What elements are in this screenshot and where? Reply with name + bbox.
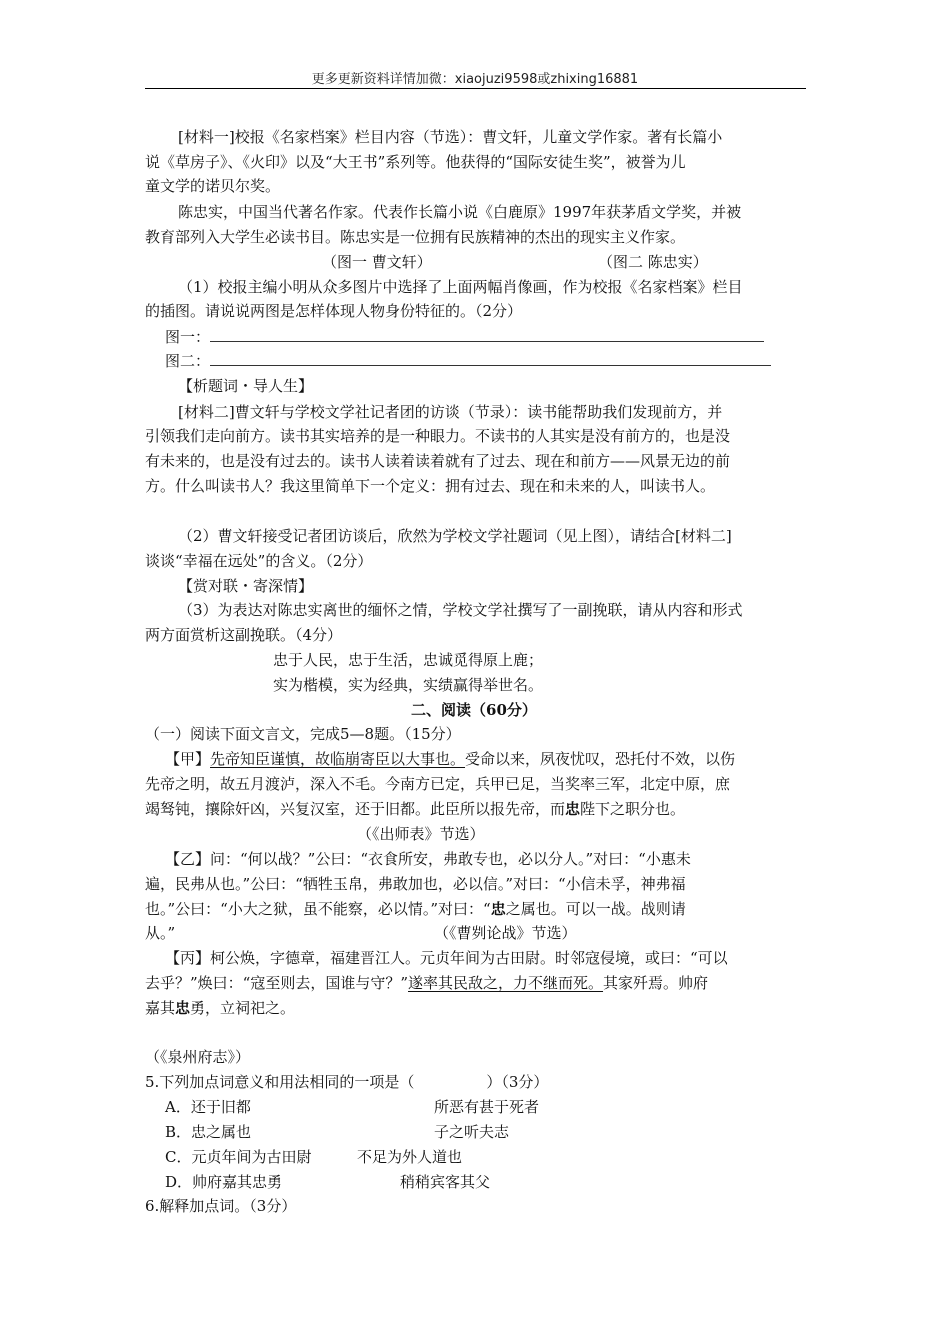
passage-bing-source: （《泉州府志》） xyxy=(145,1048,251,1066)
answer1-blank[interactable] xyxy=(210,327,764,342)
couplet-line-1: 忠于人民，忠于生活，忠诚觅得原上鹿； xyxy=(273,651,544,669)
passage-yi-line: 遍，民弗从也。”公曰：“牺牲玉帛，弗敢加也，必以信。”对曰：“小信未孚，神弗福 xyxy=(145,875,686,893)
question5-stem-text: 5.下列加点词意义和用法相同的一项是（ xyxy=(145,1073,415,1091)
answer2-label: 图二： xyxy=(165,352,211,370)
header-rule xyxy=(145,88,806,89)
option-a-right: 所恶有甚于死者 xyxy=(434,1098,540,1116)
section-heading-couplet: 【赏对联・寄深情】 xyxy=(178,577,314,595)
passage-jia-text: 陛下之职分也。 xyxy=(580,800,686,818)
question6-stem: 6.解释加点词。（3分） xyxy=(145,1197,297,1215)
option-row xyxy=(0,1145,950,1169)
material1-line: [材料一]校报《名家档案》栏目内容（节选）：曹文轩，儿童文学作家。著有长篇小 xyxy=(178,128,723,146)
passage-yi-source: （《曹刿论战》节选） xyxy=(434,924,577,942)
passage-bing-line: 【丙】柯公焕，字德章，福建晋江人。元贞年间为古田尉。时邻寇侵境，或曰：“可以 xyxy=(165,949,728,967)
option-b-right: 子之听夫志 xyxy=(434,1123,510,1141)
part2-intro: （一）阅读下面文言文，完成5—8题。（15分） xyxy=(145,725,461,743)
option-d-left: D．帅府嘉其忠勇 xyxy=(165,1173,283,1191)
answer2-blank[interactable] xyxy=(210,351,771,366)
passage-bing-text: 嘉其 xyxy=(145,999,176,1017)
question2-line: 谈谈“幸福在远处”的含义。（2分） xyxy=(145,552,373,570)
material1-line: 陈忠实，中国当代著名作家。代表作长篇小说《白鹿原》1997年获茅盾文学奖，并被 xyxy=(178,203,742,221)
passage-yi-line: 【乙】问：“何以战？”公曰：“衣食所安，弗敢专也，必以分人。”对曰：“小惠未 xyxy=(165,850,691,868)
option-c-right: 不足为外人道也 xyxy=(357,1148,463,1166)
option-row xyxy=(0,1170,950,1194)
passage-jia-line xyxy=(165,747,735,771)
question1-line: 的插图。请说说两图是怎样体现人物身份特征的。（2分） xyxy=(145,302,523,320)
question5-stem xyxy=(145,1070,548,1094)
material2-line: 有未来的，也是没有过去的。读书人读着读着就有了过去、现在和前方——风景无边的前 xyxy=(145,452,731,470)
question3-line: 两方面赏析这副挽联。（4分） xyxy=(145,626,343,644)
passage-jia-text: 竭驽钝，攘除奸凶，兴复汉室，还于旧都。此臣所以报先帝，而 xyxy=(145,800,566,818)
passage-bing-line xyxy=(145,971,708,995)
option-c-left: C．元贞年间为古田尉 xyxy=(165,1148,312,1166)
passage-jia-line: 先帝之明，故五月渡泸，深入不毛。今南方已定，兵甲已足，当奖率三军，北定中原，庶 xyxy=(145,775,731,793)
passage-bing-line xyxy=(145,996,295,1020)
material2-line: [材料二]曹文轩与学校文学社记者团的访谈（节录）：读书能帮助我们发现前方，并 xyxy=(178,403,723,421)
material2-line: 引领我们走向前方。读书其实培养的是一种眼力。不读书的人其实是没有前方的，也是没 xyxy=(145,427,731,445)
passage-bing-underlined: 遂率其民敌之，力不继而死。 xyxy=(408,974,604,992)
passage-yi-line: 从。” xyxy=(145,924,176,942)
dotted-word: 忠 xyxy=(175,999,191,1017)
option-row xyxy=(0,1095,950,1119)
option-b-left: B．忠之属也 xyxy=(165,1123,252,1141)
dotted-word: 忠 xyxy=(565,800,581,818)
passage-jia-text: 受命以来，夙夜忧叹，恐托付不效，以伤 xyxy=(465,750,736,768)
passage-yi-text: 之属也。可以一战。战则请 xyxy=(505,900,686,918)
option-a-left: A．还于旧都 xyxy=(165,1098,251,1116)
section-heading-inscription: 【析题词・导人生】 xyxy=(178,377,314,395)
page-header: 更多更新资料详情加微：xiaojuzi9598或zhixing16881 xyxy=(311,72,639,87)
question2-line: （2）曹文轩接受记者团访谈后，欣然为学校文学社题词（见上图），请结合[材料二] xyxy=(178,527,732,545)
question5-stem-score: ）（3分） xyxy=(486,1073,549,1091)
question3-line: （3）为表达对陈忠实离世的缅怀之情，学校文学社撰写了一副挽联，请从内容和形式 xyxy=(178,601,743,619)
passage-yi-line xyxy=(145,897,686,921)
material1-line: 教育部列入大学生必读书目。陈忠实是一位拥有民族精神的杰出的现实主义作家。 xyxy=(145,228,686,246)
material1-line: 童文学的诺贝尔奖。 xyxy=(145,177,281,195)
question1-line: （1）校报主编小明从众多图片中选择了上面两幅肖像画，作为校报《名家档案》栏目 xyxy=(178,278,743,296)
answer-line-figure2 xyxy=(165,349,771,373)
passage-jia-line xyxy=(145,797,685,821)
passage-bing-text: 其家歼焉。帅府 xyxy=(603,974,709,992)
passage-jia-tag: 【甲】 xyxy=(165,750,211,768)
passage-yi-text: 也。”公曰：“小大之狱，虽不能察，必以情。”对曰：“ xyxy=(145,900,491,918)
passage-bing-text: 勇，立祠祀之。 xyxy=(190,999,296,1017)
answer1-label: 图一： xyxy=(165,328,211,346)
couplet-line-2: 实为楷模，实为经典，实绩赢得举世名。 xyxy=(273,676,544,694)
passage-bing-text: 去乎？”焕曰：“寇至则去，国谁与守？” xyxy=(145,974,409,992)
part2-heading: 二、阅读（60分） xyxy=(411,701,537,719)
dotted-word: 忠 xyxy=(490,900,506,918)
answer-line-figure1 xyxy=(165,325,764,349)
passage-jia-source: （《出师表》节选） xyxy=(357,825,485,843)
figure2-caption: （图二 陈忠实） xyxy=(598,253,708,271)
material2-line: 方。什么叫读书人？我这里简单下一个定义：拥有过去、现在和未来的人，叫读书人。 xyxy=(145,477,716,495)
figure1-caption: （图一 曹文轩） xyxy=(322,253,432,271)
passage-jia-underlined: 先帝知臣谨慎，故临崩寄臣以大事也。 xyxy=(210,750,466,768)
option-row xyxy=(0,1120,950,1144)
material1-line: 说《草房子》、《火印》以及“大王书”系列等。他获得的“国际安徒生奖”，被誉为儿 xyxy=(145,153,686,171)
option-d-right: 稍稍宾客其父 xyxy=(400,1173,491,1191)
